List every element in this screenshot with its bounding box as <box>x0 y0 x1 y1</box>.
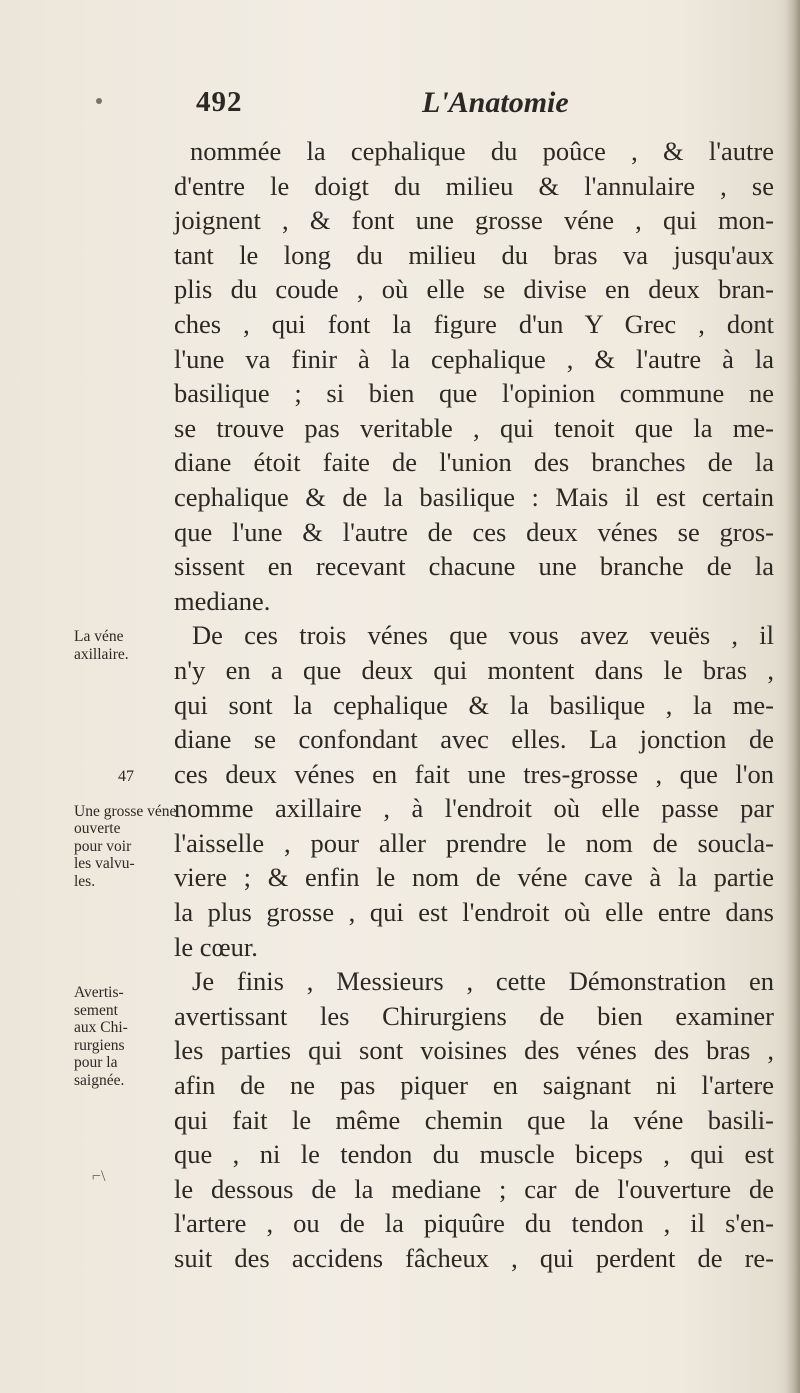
text-line: que l'une & l'autre de ces deux vénes se gros- <box>174 516 774 547</box>
text-line: qui sont la cephalique & la basilique , la me- <box>174 689 774 720</box>
text-line: les parties qui sont voisines des vénes des bras , <box>174 1035 774 1066</box>
text-line: suit des accidens fâcheux , qui perdent de re- <box>174 1243 774 1273</box>
text-line: plis du coude , où elle se divise en deux bran- <box>174 274 774 305</box>
text-line: le dessous de la mediane ; car de l'ouverture de <box>174 1173 774 1204</box>
text-line: se trouve pas veritable , qui tenoit que la me- <box>174 412 774 443</box>
running-title: L'Anatomie <box>422 86 569 119</box>
text-line: mediane. <box>174 585 271 616</box>
text-line: nomme axillaire , à l'endroit où elle passe par <box>174 793 774 824</box>
text-line: l'artere , ou de la piquûre du tendon , il s'en- <box>174 1208 774 1239</box>
text-line: l'une va finir à la cephalique , & l'autre à la <box>174 343 774 374</box>
text-line: diane étoit faite de l'union des branches de la <box>174 447 774 478</box>
margin-note-vene-axillaire: La véne axillaire. <box>74 628 129 663</box>
text-line: De ces trois vénes que vous avez veuës , il <box>192 620 774 651</box>
text-line: sissent en recevant chacune une branche de la <box>174 551 774 582</box>
stray-ink-mark: ⌐\ <box>92 1168 106 1185</box>
text-line: basilique ; si bien que l'opinion commune ne <box>174 378 774 409</box>
text-line: la plus grosse , qui est l'endroit où elle entre dans <box>174 897 774 928</box>
text-line: joignent , & font une grosse véne , qui mon- <box>174 205 774 236</box>
page-header <box>196 86 616 126</box>
text-line: cephalique & de la basilique : Mais il est certain <box>174 481 774 512</box>
text-line: Je finis , Messieurs , cette Démonstration en <box>192 966 774 997</box>
text-line: ces deux vénes en fait une tres-grosse , que l'on <box>174 758 774 789</box>
text-line: qui fait le même chemin que la véne basili- <box>174 1104 774 1135</box>
margin-note-text: Une grosse véne ouverte pour voir les valvu- les. <box>74 802 177 890</box>
text-line: tant le long du milieu du bras va jusqu'aux <box>174 239 774 270</box>
text-line: le cœur. <box>174 931 258 962</box>
text-line: diane se confondant avec elles. La jonction de <box>174 724 774 755</box>
margin-note-number: 47 <box>118 767 134 785</box>
text-line: que , ni le tendon du muscle biceps , qui est <box>174 1139 774 1170</box>
text-line: avertissant les Chirurgiens de bien examiner <box>174 1000 774 1031</box>
text-line: d'entre le doigt du milieu & l'annulaire , se <box>174 170 774 201</box>
page-number: 492 <box>196 86 243 118</box>
text-line: viere ; & enfin le nom de véne cave à la partie <box>174 862 774 893</box>
page-edge-shadow <box>786 0 800 1393</box>
text-line: afin de ne pas piquer en saignant ni l'artere <box>174 1070 774 1101</box>
ink-spot <box>96 98 102 104</box>
margin-note-grosse-vene <box>74 750 184 890</box>
body-text <box>174 134 774 1276</box>
text-line: l'aisselle , pour aller prendre le nom de soucla- <box>174 827 774 858</box>
margin-note-avertissement: Avertis- sement aux Chi- rurgiens pour la saignée. <box>74 984 128 1089</box>
text-line: nommée la cephalique du poûce , & l'autre <box>190 136 774 166</box>
text-line: ches , qui font la figure d'un Y Grec , dont <box>174 308 774 339</box>
text-line: n'y en a que deux qui montent dans le bras , <box>174 654 774 685</box>
